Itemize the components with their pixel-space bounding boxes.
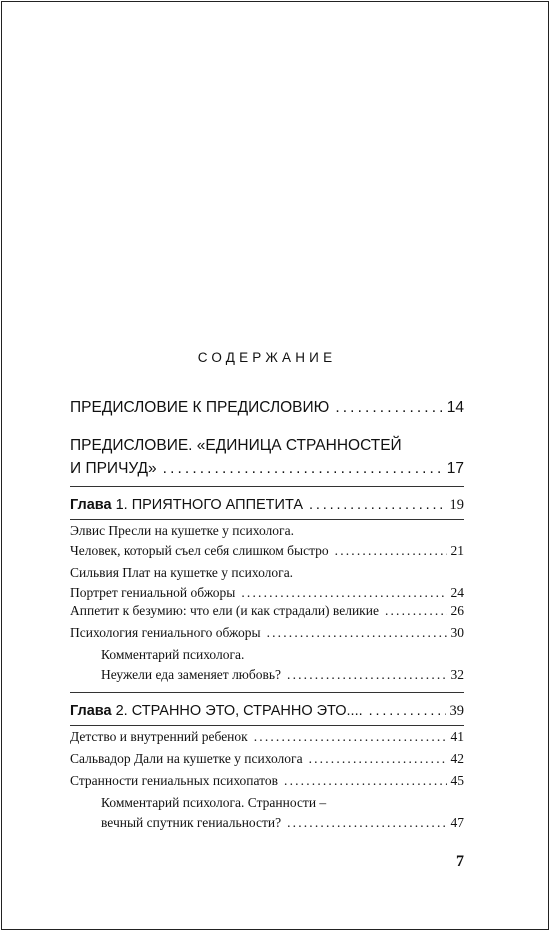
item-page: 47 [450, 815, 464, 830]
toc-item[interactable] [70, 521, 464, 561]
item-page: 41 [450, 729, 464, 744]
item-page: 26 [450, 603, 464, 618]
item-line1: Аппетит к безумию: что ели (и как страдали) великие [70, 603, 379, 618]
toc-item[interactable] [70, 563, 464, 603]
toc-item[interactable] [70, 793, 464, 833]
item-page: 24 [450, 585, 464, 600]
dot-leader [335, 541, 447, 561]
toc-entry-preface[interactable] [70, 434, 464, 480]
chapter-page: 19 [449, 497, 464, 513]
dot-leader [267, 623, 447, 643]
chapter-title: ПРИЯТНОГО АППЕТИТА [131, 497, 304, 513]
toc-item[interactable] [70, 771, 464, 791]
dot-leader [309, 749, 447, 769]
dot-leader [284, 771, 446, 791]
toc-entry-preface-to-preface[interactable] [70, 396, 464, 419]
chapter-label: Глава [70, 703, 112, 719]
item-line1: Психология гениального обжоры [70, 625, 261, 640]
item-line2: вечный спутник гениальности? [101, 815, 282, 830]
toc-item[interactable] [70, 727, 464, 747]
divider [70, 692, 464, 693]
divider [70, 725, 464, 726]
chapter-title: СТРАННО ЭТО, СТРАННО ЭТО.... [131, 703, 363, 719]
toc-item[interactable] [70, 749, 464, 769]
item-line2: Неужели еда заменяет любовь? [101, 667, 282, 682]
item-line1: Странности гениальных психопатов [70, 773, 279, 788]
item-line1: Сильвия Плат на кушетке у психолога. [70, 565, 294, 580]
item-page: 45 [450, 773, 464, 788]
entry-title-line1: ПРЕДИСЛОВИЕ. «ЕДИНИЦА СТРАННОСТЕЙ [70, 437, 402, 454]
item-line2: Человек, который съел себя слишком быстро [70, 543, 329, 558]
toc-heading: СОДЕРЖАНИЕ [197, 350, 337, 365]
item-page: 32 [450, 667, 464, 682]
dot-leader [309, 495, 445, 515]
item-line1: Сальвадор Дали на кушетке у психолога [70, 751, 303, 766]
item-line1: Комментарий психолога. [101, 647, 245, 662]
item-line2: Портрет гениальной обжоры [70, 585, 236, 600]
toc-item[interactable] [70, 601, 464, 621]
chapter-number: 2. [115, 703, 128, 719]
item-page: 30 [450, 625, 464, 640]
dot-leader [287, 813, 446, 833]
toc-chapter-2[interactable] [70, 701, 464, 721]
chapter-label: Глава [70, 497, 112, 513]
item-line1: Элвис Пресли на кушетке у психолога. [70, 523, 294, 538]
dot-leader [335, 396, 442, 419]
page-number: 7 [456, 853, 464, 870]
dot-leader [241, 583, 446, 603]
toc-item[interactable] [70, 623, 464, 643]
dot-leader [369, 701, 446, 721]
divider [70, 519, 464, 520]
entry-page: 14 [446, 399, 464, 416]
entry-page: 17 [446, 460, 464, 477]
divider [70, 486, 464, 487]
entry-title-line2: И ПРИЧУД» [70, 460, 157, 477]
entry-title: ПРЕДИСЛОВИЕ К ПРЕДИСЛОВИЮ [70, 399, 330, 416]
chapter-page: 39 [449, 703, 464, 719]
dot-leader [254, 727, 447, 747]
chapter-number: 1. [115, 497, 128, 513]
dot-leader [385, 601, 447, 621]
item-line1: Комментарий психолога. Странности – [101, 795, 327, 810]
toc-chapter-1[interactable] [70, 495, 464, 515]
dot-leader [163, 457, 443, 480]
item-page: 21 [450, 543, 464, 558]
dot-leader [287, 665, 446, 685]
item-line1: Детство и внутренний ребенок [70, 729, 248, 744]
item-page: 42 [450, 751, 464, 766]
toc-item[interactable] [70, 645, 464, 685]
